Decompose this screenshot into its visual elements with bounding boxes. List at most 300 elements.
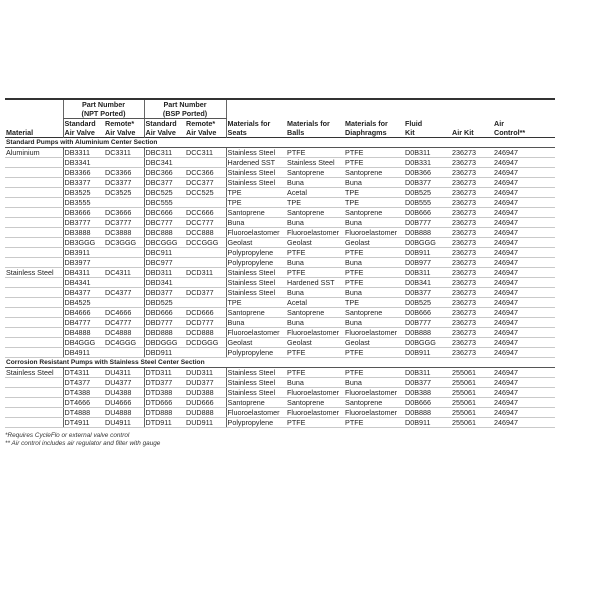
cell-std-npt: DB3555 — [63, 198, 104, 208]
cell-air-control: 246947 — [493, 208, 555, 218]
cell-std-npt: DB4377 — [63, 288, 104, 298]
cell-std-bsp: DBC555 — [144, 198, 185, 208]
cell-fluid-kit: D0B666 — [404, 208, 451, 218]
cell-material: Aluminium — [5, 148, 63, 158]
col-balls-line1: Materials for — [287, 119, 330, 129]
cell-std-bsp: DTD888 — [144, 408, 185, 418]
header-columns-row — [5, 119, 555, 138]
col-std-npt — [63, 119, 104, 138]
table-row — [5, 338, 555, 348]
cell-fluid-kit: D0BGGG — [404, 338, 451, 348]
parts-table — [5, 98, 555, 428]
cell-rem-npt: DU4911 — [104, 418, 144, 428]
cell-air-kit: 255061 — [451, 418, 493, 428]
cell-air-kit: 236273 — [451, 148, 493, 158]
cell-air-control: 246947 — [493, 338, 555, 348]
cell-diaphragm: PTFE — [344, 158, 404, 168]
cell-air-control: 246947 — [493, 408, 555, 418]
cell-air-kit: 236273 — [451, 238, 493, 248]
cell-air-kit: 255061 — [451, 388, 493, 398]
cell-rem-npt: DC4777 — [104, 318, 144, 328]
cell-rem-bsp — [185, 158, 226, 168]
table-row — [5, 258, 555, 268]
table-row — [5, 238, 555, 248]
cell-rem-npt: DC3666 — [104, 208, 144, 218]
table-row — [5, 298, 555, 308]
cell-air-kit: 236273 — [451, 178, 493, 188]
cell-ball: Acetal — [286, 188, 344, 198]
cell-material — [5, 238, 63, 248]
cell-std-npt: DB3366 — [63, 168, 104, 178]
cell-air-kit: 236273 — [451, 158, 493, 168]
col-rem-bsp-line2: Air Valve — [186, 127, 217, 137]
footnote-remote-valve: *Requires CycleFlo or external valve control — [5, 432, 130, 439]
cell-rem-npt: DC3377 — [104, 178, 144, 188]
cell-fluid-kit: D0B911 — [404, 418, 451, 428]
cell-std-npt: DB3888 — [63, 228, 104, 238]
cell-std-bsp: DBC377 — [144, 178, 185, 188]
cell-std-bsp: DBD525 — [144, 298, 185, 308]
cell-ball: Fluoroelastomer — [286, 228, 344, 238]
cell-fluid-kit: D0B311 — [404, 268, 451, 278]
cell-rem-npt — [104, 298, 144, 308]
cell-material — [5, 338, 63, 348]
table-row — [5, 148, 555, 158]
cell-std-npt: DB4777 — [63, 318, 104, 328]
npt-group-header — [63, 99, 144, 119]
cell-rem-bsp — [185, 348, 226, 358]
cell-rem-npt: DC4888 — [104, 328, 144, 338]
cell-seat: Stainless Steel — [226, 278, 286, 288]
cell-air-control: 246947 — [493, 368, 555, 378]
section-title: Corrosion Resistant Pumps with Stainless Steel Center Section — [5, 358, 555, 368]
cell-air-kit: 255061 — [451, 378, 493, 388]
cell-ball: Santoprene — [286, 308, 344, 318]
cell-fluid-kit: D0B977 — [404, 258, 451, 268]
cell-air-kit: 255061 — [451, 408, 493, 418]
table-row — [5, 418, 555, 428]
cell-air-control: 246947 — [493, 298, 555, 308]
cell-seat: Stainless Steel — [226, 168, 286, 178]
cell-seat: Santoprene — [226, 398, 286, 408]
col-material-label: Material — [6, 127, 34, 137]
cell-air-kit: 236273 — [451, 208, 493, 218]
cell-air-control: 246947 — [493, 388, 555, 398]
table-row — [5, 248, 555, 258]
col-airctl-line2: Control** — [494, 127, 526, 137]
cell-fluid-kit: D0B525 — [404, 298, 451, 308]
cell-air-control: 246947 — [493, 308, 555, 318]
cell-air-kit: 236273 — [451, 168, 493, 178]
cell-ball: PTFE — [286, 248, 344, 258]
table-row — [5, 388, 555, 398]
cell-material — [5, 408, 63, 418]
cell-diaphragm: Buna — [344, 218, 404, 228]
table-row — [5, 348, 555, 358]
cell-std-bsp: DBCGGG — [144, 238, 185, 248]
cell-std-bsp: DBC666 — [144, 208, 185, 218]
col-material — [5, 119, 63, 138]
cell-rem-bsp: DCDGGG — [185, 338, 226, 348]
cell-ball: Buna — [286, 218, 344, 228]
cell-air-kit: 236273 — [451, 248, 493, 258]
cell-material — [5, 188, 63, 198]
section-header — [5, 358, 555, 368]
table-row — [5, 178, 555, 188]
cell-rem-npt: DU4888 — [104, 408, 144, 418]
cell-diaphragm: Buna — [344, 258, 404, 268]
cell-air-kit: 236273 — [451, 298, 493, 308]
col-std-npt-line1: Standard — [64, 119, 96, 129]
cell-rem-bsp: DUD388 — [185, 388, 226, 398]
cell-air-control: 246947 — [493, 218, 555, 228]
cell-fluid-kit: D0B377 — [404, 288, 451, 298]
col-diaphragms — [344, 119, 404, 138]
cell-air-kit: 236273 — [451, 198, 493, 208]
cell-fluid-kit: D0B888 — [404, 328, 451, 338]
cell-seat: Polypropylene — [226, 248, 286, 258]
table-row — [5, 308, 555, 318]
table-row — [5, 268, 555, 278]
cell-std-npt: DB4GGG — [63, 338, 104, 348]
cell-rem-npt: DC4GGG — [104, 338, 144, 348]
cell-std-npt: DB3525 — [63, 188, 104, 198]
cell-fluid-kit: D0B777 — [404, 218, 451, 228]
cell-seat: Stainless Steel — [226, 268, 286, 278]
col-seats-line1: Materials for — [227, 119, 271, 129]
cell-air-kit: 236273 — [451, 278, 493, 288]
cell-material — [5, 158, 63, 168]
cell-std-npt: DB3977 — [63, 258, 104, 268]
cell-rem-bsp — [185, 258, 226, 268]
cell-std-bsp: DTD911 — [144, 418, 185, 428]
cell-seat: Fluoroelastomer — [226, 228, 286, 238]
cell-rem-npt: DU4311 — [104, 368, 144, 378]
cell-ball: Buna — [286, 378, 344, 388]
cell-air-control: 246947 — [493, 178, 555, 188]
cell-rem-npt: DC4377 — [104, 288, 144, 298]
cell-diaphragm: Santoprene — [344, 208, 404, 218]
cell-std-bsp: DTD666 — [144, 398, 185, 408]
cell-ball: PTFE — [286, 348, 344, 358]
col-rem-bsp — [185, 119, 226, 138]
footnotes — [5, 432, 555, 447]
cell-diaphragm: Buna — [344, 318, 404, 328]
cell-rem-npt: DU4388 — [104, 388, 144, 398]
cell-air-kit: 236273 — [451, 348, 493, 358]
cell-air-control: 246947 — [493, 318, 555, 328]
cell-seat: Polypropylene — [226, 258, 286, 268]
cell-std-npt: DB4888 — [63, 328, 104, 338]
cell-air-control: 246947 — [493, 188, 555, 198]
cell-diaphragm: PTFE — [344, 148, 404, 158]
cell-air-control: 246947 — [493, 248, 555, 258]
cell-seat: TPE — [226, 298, 286, 308]
cell-rem-bsp — [185, 248, 226, 258]
cell-rem-bsp: DUD311 — [185, 368, 226, 378]
cell-material — [5, 398, 63, 408]
cell-material: Stainless Steel — [5, 268, 63, 278]
cell-std-npt: DT4911 — [63, 418, 104, 428]
cell-air-kit: 236273 — [451, 288, 493, 298]
cell-std-bsp: DBC311 — [144, 148, 185, 158]
cell-diaphragm: PTFE — [344, 348, 404, 358]
cell-std-npt: DB3666 — [63, 208, 104, 218]
table-row — [5, 228, 555, 238]
cell-air-control: 246947 — [493, 148, 555, 158]
bsp-group-line2: (BSP Ported) — [162, 109, 208, 118]
table-row — [5, 318, 555, 328]
cell-rem-npt: DU4377 — [104, 378, 144, 388]
cell-std-npt: DT4388 — [63, 388, 104, 398]
cell-ball: Buna — [286, 288, 344, 298]
cell-air-control: 246947 — [493, 418, 555, 428]
cell-std-bsp: DBC911 — [144, 248, 185, 258]
cell-fluid-kit: D0B525 — [404, 188, 451, 198]
npt-group-line2: (NPT Ported) — [81, 109, 126, 118]
cell-fluid-kit: D0BGGG — [404, 238, 451, 248]
cell-material — [5, 258, 63, 268]
cell-ball: Stainless Steel — [286, 158, 344, 168]
table-row — [5, 328, 555, 338]
cell-fluid-kit: D0B888 — [404, 408, 451, 418]
cell-seat: Buna — [226, 218, 286, 228]
cell-rem-bsp: DCD311 — [185, 268, 226, 278]
cell-ball: PTFE — [286, 368, 344, 378]
cell-ball: Geolast — [286, 238, 344, 248]
cell-material: Stainless Steel — [5, 368, 63, 378]
cell-rem-bsp: DCC888 — [185, 228, 226, 238]
cell-fluid-kit: D0B341 — [404, 278, 451, 288]
cell-ball: TPE — [286, 198, 344, 208]
cell-fluid-kit: D0B388 — [404, 388, 451, 398]
cell-air-control: 246947 — [493, 278, 555, 288]
cell-fluid-kit: D0B366 — [404, 168, 451, 178]
cell-air-control: 246947 — [493, 158, 555, 168]
cell-diaphragm: Santoprene — [344, 168, 404, 178]
cell-ball: PTFE — [286, 268, 344, 278]
cell-rem-npt: DC3888 — [104, 228, 144, 238]
cell-rem-npt: DC3777 — [104, 218, 144, 228]
cell-air-kit: 255061 — [451, 398, 493, 408]
col-rem-npt-line2: Air Valve — [105, 127, 136, 137]
cell-ball: PTFE — [286, 418, 344, 428]
cell-ball: Buna — [286, 258, 344, 268]
bsp-group-line1: Part Number — [163, 100, 207, 109]
cell-fluid-kit: D0B666 — [404, 308, 451, 318]
cell-ball: Acetal — [286, 298, 344, 308]
cell-seat: Fluoroelastomer — [226, 408, 286, 418]
cell-seat: Polypropylene — [226, 348, 286, 358]
col-airctl-line1: Air — [494, 119, 505, 129]
cell-material — [5, 178, 63, 188]
cell-diaphragm: Buna — [344, 288, 404, 298]
cell-rem-npt: DC4311 — [104, 268, 144, 278]
col-std-bsp — [144, 119, 185, 138]
cell-seat: Santoprene — [226, 208, 286, 218]
table-row — [5, 158, 555, 168]
cell-fluid-kit: D0B377 — [404, 178, 451, 188]
cell-rem-npt: DC4666 — [104, 308, 144, 318]
section-title: Standard Pumps with Aluminium Center Section — [5, 138, 555, 148]
section-header — [5, 138, 555, 148]
table-row — [5, 188, 555, 198]
cell-std-bsp: DBC977 — [144, 258, 185, 268]
cell-air-control: 246947 — [493, 268, 555, 278]
cell-fluid-kit: D0B777 — [404, 318, 451, 328]
cell-std-npt: DT4666 — [63, 398, 104, 408]
cell-diaphragm: Santoprene — [344, 308, 404, 318]
cell-air-control: 246947 — [493, 348, 555, 358]
cell-std-bsp: DBD311 — [144, 268, 185, 278]
cell-material — [5, 288, 63, 298]
cell-rem-bsp: DCC311 — [185, 148, 226, 158]
table-body — [5, 138, 555, 428]
cell-air-kit: 236273 — [451, 228, 493, 238]
col-diaph-line1: Materials for — [345, 119, 388, 129]
cell-seat: Stainless Steel — [226, 388, 286, 398]
cell-std-npt: DB4525 — [63, 298, 104, 308]
cell-rem-bsp: DCC366 — [185, 168, 226, 178]
cell-air-kit: 255061 — [451, 368, 493, 378]
cell-rem-npt: DC3525 — [104, 188, 144, 198]
cell-rem-bsp: DCD377 — [185, 288, 226, 298]
table-row — [5, 198, 555, 208]
table-row — [5, 288, 555, 298]
cell-air-kit: 236273 — [451, 308, 493, 318]
cell-diaphragm: PTFE — [344, 368, 404, 378]
cell-std-bsp: DTD377 — [144, 378, 185, 388]
table-row — [5, 168, 555, 178]
cell-material — [5, 248, 63, 258]
cell-rem-npt: DC3GGG — [104, 238, 144, 248]
cell-material — [5, 328, 63, 338]
npt-group-line1: Part Number — [81, 100, 126, 109]
cell-seat: Buna — [226, 318, 286, 328]
cell-material — [5, 378, 63, 388]
cell-diaphragm: PTFE — [344, 248, 404, 258]
cell-std-npt: DB3377 — [63, 178, 104, 188]
col-fluid-line2: Kit — [405, 127, 415, 137]
cell-std-npt: DB3GGG — [63, 238, 104, 248]
cell-fluid-kit: D0B911 — [404, 348, 451, 358]
cell-air-control: 246947 — [493, 168, 555, 178]
cell-ball: Fluoroelastomer — [286, 408, 344, 418]
cell-air-control: 246947 — [493, 228, 555, 238]
cell-diaphragm: PTFE — [344, 268, 404, 278]
col-fluid-kit — [404, 119, 451, 138]
cell-air-control: 246947 — [493, 288, 555, 298]
cell-fluid-kit: D0B311 — [404, 368, 451, 378]
bsp-group-header — [144, 99, 226, 119]
cell-diaphragm: Geolast — [344, 238, 404, 248]
cell-air-kit: 236273 — [451, 338, 493, 348]
cell-material — [5, 168, 63, 178]
cell-seat: Stainless Steel — [226, 148, 286, 158]
cell-seat: Stainless Steel — [226, 378, 286, 388]
cell-diaphragm: Buna — [344, 178, 404, 188]
cell-diaphragm: Geolast — [344, 338, 404, 348]
cell-std-npt: DB4911 — [63, 348, 104, 358]
cell-diaphragm: TPE — [344, 298, 404, 308]
cell-air-kit: 236273 — [451, 188, 493, 198]
cell-air-control: 246947 — [493, 238, 555, 248]
cell-std-bsp: DBD341 — [144, 278, 185, 288]
col-airkit-label: Air Kit — [452, 127, 474, 137]
cell-rem-bsp: DUD666 — [185, 398, 226, 408]
cell-air-kit: 236273 — [451, 328, 493, 338]
cell-material — [5, 278, 63, 288]
cell-rem-bsp: DCC377 — [185, 178, 226, 188]
col-seats — [226, 119, 286, 138]
cell-air-kit: 236273 — [451, 258, 493, 268]
col-diaph-line2: Diaphragms — [345, 127, 387, 137]
cell-diaphragm: Fluoroelastomer — [344, 408, 404, 418]
header-blank — [5, 99, 63, 119]
cell-rem-bsp: DCD888 — [185, 328, 226, 338]
cell-rem-bsp: DCD777 — [185, 318, 226, 328]
cell-material — [5, 228, 63, 238]
cell-air-kit: 236273 — [451, 218, 493, 228]
cell-rem-npt — [104, 278, 144, 288]
cell-ball: Buna — [286, 318, 344, 328]
cell-rem-bsp: DCD666 — [185, 308, 226, 318]
cell-std-npt: DB4341 — [63, 278, 104, 288]
cell-fluid-kit: D0B377 — [404, 378, 451, 388]
col-air-control — [493, 119, 555, 138]
cell-ball: Hardened SST — [286, 278, 344, 288]
cell-seat: Stainless Steel — [226, 368, 286, 378]
cell-std-npt: DT4311 — [63, 368, 104, 378]
cell-ball: PTFE — [286, 148, 344, 158]
cell-ball: Fluoroelastomer — [286, 328, 344, 338]
cell-seat: Santoprene — [226, 308, 286, 318]
cell-fluid-kit: D0B911 — [404, 248, 451, 258]
cell-std-bsp: DBC366 — [144, 168, 185, 178]
cell-seat: Polypropylene — [226, 418, 286, 428]
col-balls-line2: Balls — [287, 127, 305, 137]
cell-seat: TPE — [226, 188, 286, 198]
table-row — [5, 378, 555, 388]
cell-seat: Fluoroelastomer — [226, 328, 286, 338]
col-seats-line2: Seats — [227, 127, 247, 137]
cell-std-npt: DB4311 — [63, 268, 104, 278]
cell-seat: Stainless Steel — [226, 178, 286, 188]
cell-material — [5, 218, 63, 228]
cell-std-npt: DB3311 — [63, 148, 104, 158]
col-balls — [286, 119, 344, 138]
cell-air-control: 246947 — [493, 378, 555, 388]
cell-air-control: 246947 — [493, 398, 555, 408]
cell-material — [5, 208, 63, 218]
cell-std-bsp: DBD666 — [144, 308, 185, 318]
cell-ball: Santoprene — [286, 398, 344, 408]
cell-std-npt: DB4666 — [63, 308, 104, 318]
cell-std-bsp: DBD911 — [144, 348, 185, 358]
cell-fluid-kit: D0B666 — [404, 398, 451, 408]
table-row — [5, 208, 555, 218]
cell-material — [5, 298, 63, 308]
cell-ball: Buna — [286, 178, 344, 188]
cell-rem-npt: DU4666 — [104, 398, 144, 408]
cell-rem-npt — [104, 198, 144, 208]
cell-diaphragm: Buna — [344, 378, 404, 388]
col-std-npt-line2: Air Valve — [64, 127, 95, 137]
table-row — [5, 278, 555, 288]
cell-rem-bsp — [185, 198, 226, 208]
col-fluid-line1: Fluid — [405, 119, 423, 129]
cell-diaphragm: PTFE — [344, 278, 404, 288]
